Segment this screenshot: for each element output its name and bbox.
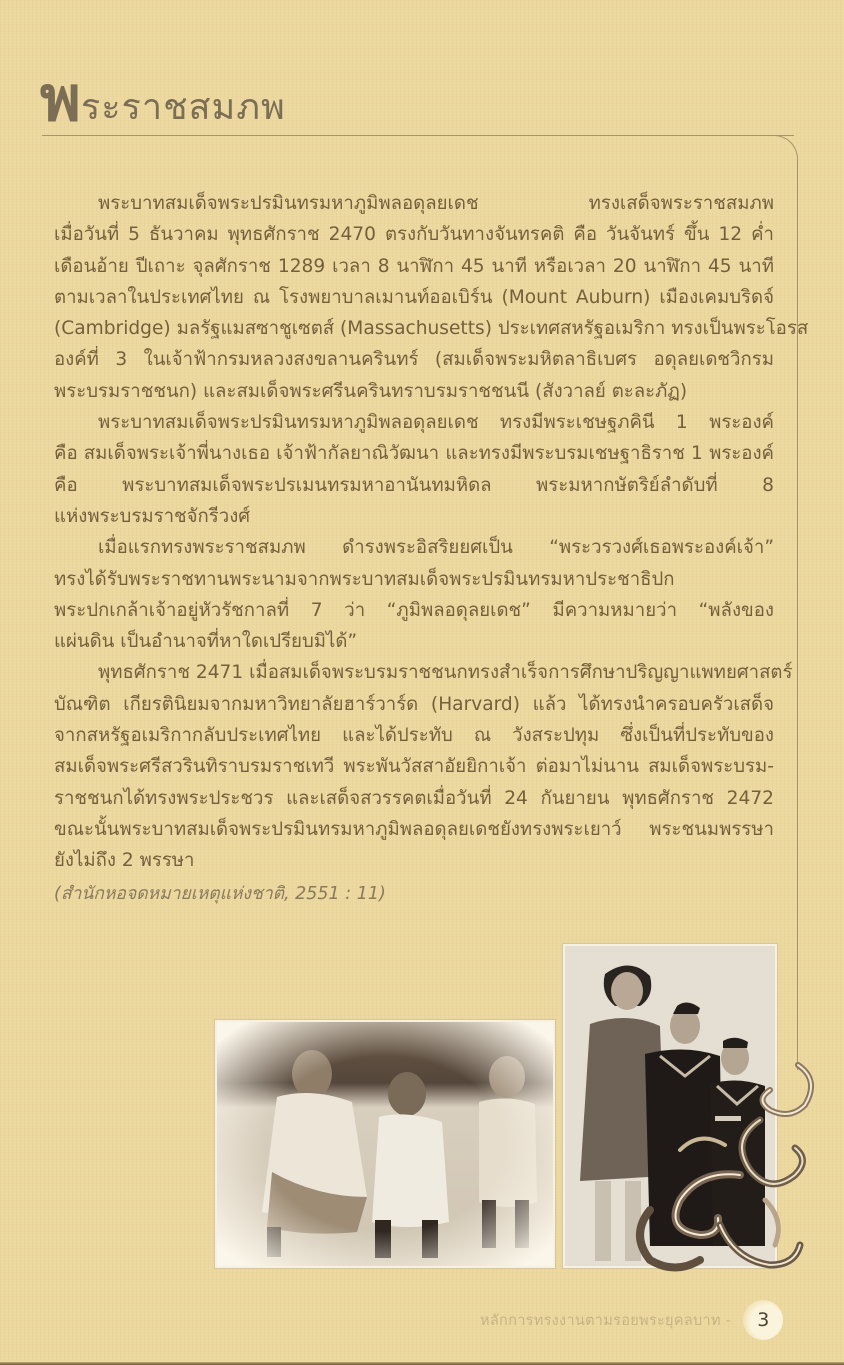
swirl-ornament-icon — [620, 1060, 830, 1275]
text-line: พระปกเกล้าเจ้าอยู่หัวรัชกาลที่ 7 ว่า “ภูมิพลอดุลยเดช” มีความหมายว่า “พลังของ — [54, 599, 774, 621]
article-body — [54, 188, 809, 909]
children-playing-photo — [215, 1020, 555, 1268]
paragraph-4 — [54, 657, 793, 876]
page-title — [40, 60, 286, 135]
text-line: (Cambridge) มลรัฐแมสซาชูเซตส์ (Massachusetts) ประเทศสหรัฐอเมริกา ทรงเป็นพระโอรส — [54, 318, 809, 340]
text-line: จากสหรัฐอเมริกากลับประเทศไทย และได้ประทับ ณ วังสระปทุม ซึ่งเป็นที่ประทับของ — [54, 725, 774, 747]
text-line: เมื่อวันที่ 5 ธันวาคม พุทธศักราช 2470 ตรงกับวันทางจันทรคติ คือ วันจันทร์ ขึ้น 12 ค่ำ — [54, 224, 774, 246]
paragraph-2 — [54, 407, 774, 532]
text-line: แห่งพระบรมราชจักรีวงศ์ — [54, 505, 251, 527]
text-line: ทรงได้รับพระราชทานพระนามจากพระบาทสมเด็จพระปรมินทรมหาประชาธิปก — [54, 568, 675, 590]
frame-right-rule — [797, 160, 798, 1070]
text-line: เดือนอ้าย ปีเถาะ จุลศักราช 1289 เวลา 8 นาฬิกา 45 นาที หรือเวลา 20 นาฬิกา 45 นาที — [54, 255, 774, 277]
text-line: ขณะนั้นพระบาทสมเด็จพระปรมินทรมหาภูมิพลอดุลยเดชยังทรงพระเยาว์ พระชนมพรรษา — [54, 818, 774, 840]
text-line: องค์ที่ 3 ในเจ้าฟ้ากรมหลวงสงขลานครินทร์ (สมเด็จพระมหิตลาธิเบศร อดุลยเดชวิกรม — [54, 349, 774, 371]
citation: (สำนักหอจดหมายเหตุแห่งชาติ, 2551 : 11) — [54, 883, 386, 904]
title-initial: พ — [40, 62, 79, 135]
text-line: แผ่นดิน เป็นอำนาจที่หาใดเปรียบมิได้” — [54, 631, 358, 653]
text-line: ตามเวลาในประเทศไทย ณ โรงพยาบาลเมานท์ออเบิร์น (Mount Auburn) เมืองเคมบริดจ์ — [54, 286, 774, 308]
text-line: คือ พระบาทสมเด็จพระปรเมนทรมหาอานันทมหิดล พระมหากษัตริย์ลำดับที่ 8 — [54, 474, 774, 496]
footer-book-title: หลักการทรงงานตามรอยพระยุคลบาท - — [480, 1312, 732, 1329]
text-line: คือ สมเด็จพระเจ้าพี่นางเธอ เจ้าฟ้ากัลยาณิวัฒนา และทรงมีพระบรมเชษฐาธิราช 1 พระองค์ — [54, 443, 774, 465]
text-line: เมื่อแรกทรงพระราชสมภพ ดำรงพระอิสริยยศเป็น “พระวรวงศ์เธอพระองค์เจ้า” — [98, 537, 774, 559]
title-rest: ระราชสมภพ — [80, 87, 286, 128]
text-line: พระบาทสมเด็จพระปรมินทรมหาภูมิพลอดุลยเดช ทรงเสด็จพระราชสมภพ — [98, 193, 774, 214]
text-line: ยังไม่ถึง 2 พรรษา — [54, 850, 195, 872]
text-line: สมเด็จพระศรีสวรินทิราบรมราชเทวี พระพันวัสสาอัยยิกาเจ้า ต่อมาไม่นาน สมเด็จพระบรม- — [54, 756, 774, 778]
page-footer — [480, 1300, 783, 1340]
page-number: 3 — [743, 1300, 783, 1340]
text-line: พระบรมราชชนก) และสมเด็จพระศรีนครินทราบรมราชชนนี (สังวาลย์ ตะละภัฏ) — [54, 380, 688, 402]
text-line: ราชชนกได้ทรงพระประชวร และเสด็จสวรรคตเมื่อวันที่ 24 กันยายน พุทธศักราช 2472 — [54, 787, 774, 809]
paragraph-3 — [54, 532, 774, 657]
text-line: พระบาทสมเด็จพระปรมินทรมหาภูมิพลอดุลยเดช ทรงมีพระเชษฐภคินี 1 พระองค์ — [98, 412, 774, 434]
frame-corner — [768, 135, 798, 165]
text-line: พุทธศักราช 2471 เมื่อสมเด็จพระบรมราชชนกทรงสำเร็จการศึกษาปริญญาแพทยศาสตร์ — [98, 662, 793, 684]
photo-image — [217, 1022, 553, 1266]
text-line: บัณฑิต เกียรตินิยมจากมหาวิทยาลัยฮาร์วาร์ด (Harvard) แล้ว ได้ทรงนำครอบครัวเสด็จ — [54, 693, 774, 715]
paragraph-1 — [54, 188, 809, 407]
frame-top-rule — [42, 135, 794, 136]
